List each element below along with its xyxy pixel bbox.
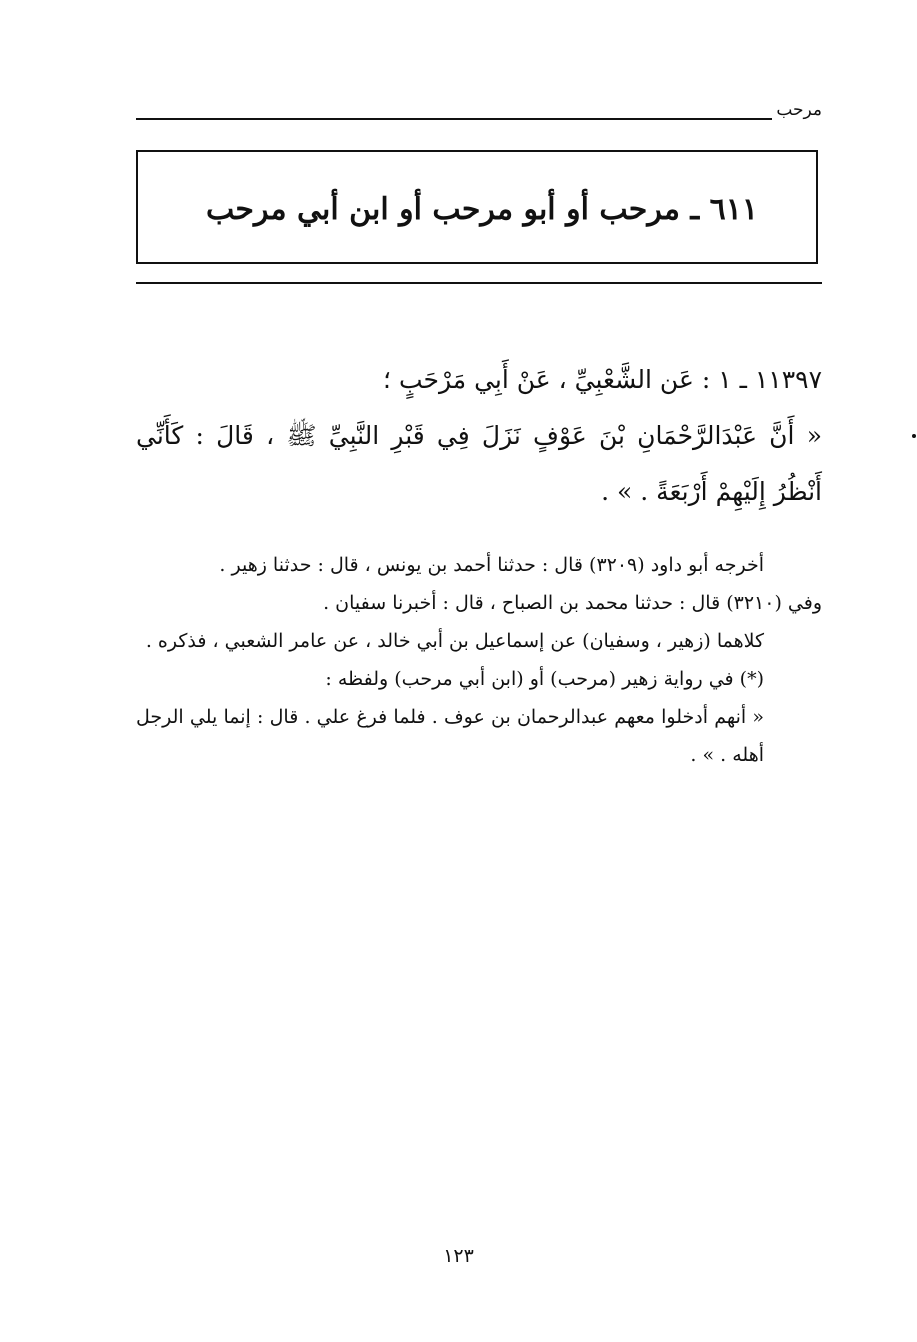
chapter-title: ٦١١ ـ مرحب أو أبو مرحب أو ابن أبي مرحب [205,192,758,227]
hadith-matn: « أَنَّ عَبْدَالرَّحْمَانِ بْنَ عَوْفٍ نَزَلَ فِي قَبْرِ النَّبِيِّ ﷺ ، قَالَ : كَأَنِّي أَنْظُرُ إِلَيْهِمْ أَرْبَعَةً . » . [136,421,822,506]
hadith-isnad: ١١٣٩٧ ـ ١ : عَن الشَّعْبِيِّ ، عَنْ أَبِي مَرْحَبٍ ؛ [383,365,822,394]
takhrij-paragraph: وفي (٣٢١٠) قال : حدثنا محمد بن الصباح ، قال : أخبرنا سفيان . [323,592,822,614]
running-head [136,100,822,124]
running-head-rule [136,118,822,120]
takhrij-paragraph: كلاهما (زهير ، وسفيان) عن إسماعيل بن أبي خالد ، عن عامر الشعبي ، فذكره . [145,630,764,652]
takhrij-paragraph: أخرجه أبو داود (٣٢٠٩) قال : حدثنا أحمد بن يونس ، قال : حدثنا زهير . [219,554,764,576]
chapter-title-box [136,150,818,264]
note-paragraph: (*) في رواية زهير (مرحب) أو (ابن أبي مرحب) ولفظه : [325,668,764,690]
chapter-divider [136,282,822,284]
hadith-block [136,352,822,520]
note-quote: « أنهم أدخلوا معهم عبدالرحمان بن عوف . فلما فرغ علي . قال : إنما يلي الرجل أهله . » . [136,706,764,766]
commentary-block [136,546,822,774]
page-number: ١٢٣ [443,1245,474,1267]
running-head-text: مرحب [772,100,822,120]
margin-mark [912,434,916,438]
